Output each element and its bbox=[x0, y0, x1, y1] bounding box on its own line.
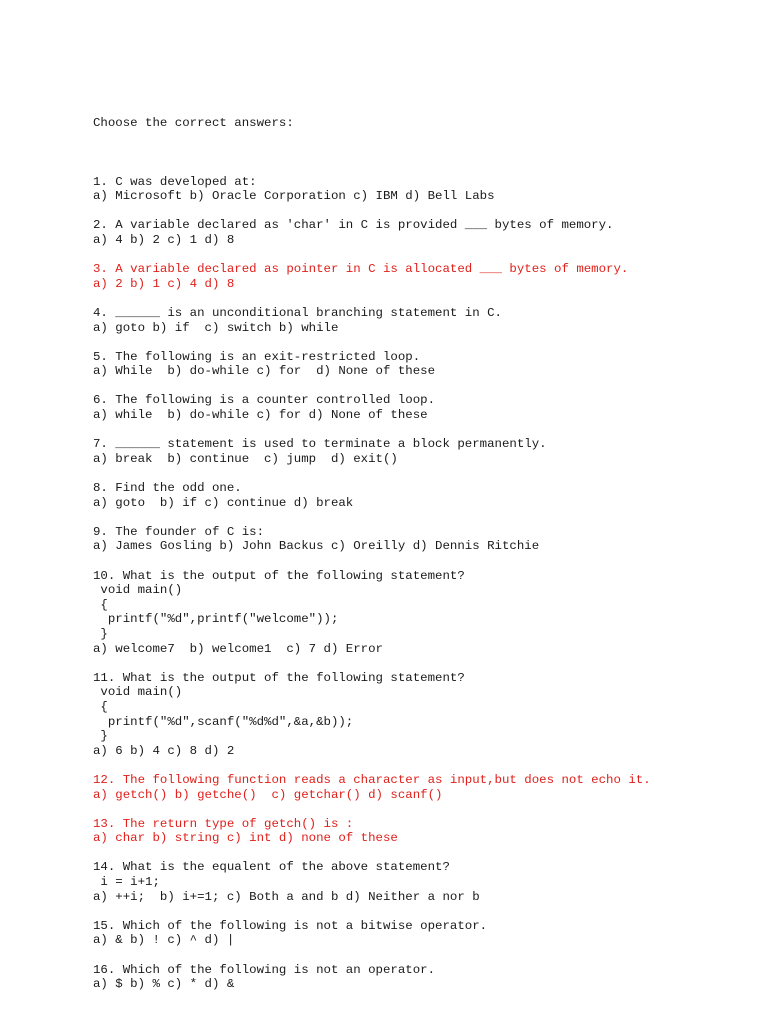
answer-options: a) Microsoft b) Oracle Corporation c) IBM d) Bell Labs bbox=[93, 189, 495, 204]
question-text: 16. Which of the following is not an operator. bbox=[93, 962, 436, 977]
question-text: 14. What is the equalent of the above statement? bbox=[93, 860, 450, 875]
answer-options: a) goto b) if c) continue d) break bbox=[93, 495, 354, 510]
answer-options: a) While b) do-while c) for d) None of these bbox=[93, 364, 436, 379]
answer-options: a) 2 b) 1 c) 4 d) 8 bbox=[93, 276, 235, 291]
question-item bbox=[93, 963, 733, 992]
question-item bbox=[93, 671, 733, 759]
question-item bbox=[93, 817, 733, 846]
question-item bbox=[93, 569, 733, 657]
question-text: 7. ______ statement is used to terminate a block permanently. bbox=[93, 437, 547, 452]
quiz-instructions: Choose the correct answers: bbox=[93, 116, 294, 131]
code-line: printf("%d",printf("welcome")); bbox=[93, 612, 339, 627]
answer-options: a) getch() b) getche() c) getchar() d) scanf() bbox=[93, 787, 443, 802]
code-line: } bbox=[93, 729, 108, 744]
code-line: i = i+1; bbox=[93, 875, 160, 890]
question-text: 1. C was developed at: bbox=[93, 174, 257, 189]
question-item bbox=[93, 350, 733, 379]
code-line: { bbox=[93, 597, 108, 612]
answer-options: a) while b) do-while c) for d) None of these bbox=[93, 408, 428, 423]
question-text: 13. The return type of getch() is : bbox=[93, 816, 354, 831]
question-text: 5. The following is an exit-restricted loop. bbox=[93, 349, 421, 364]
question-text: 4. ______ is an unconditional branching statement in C. bbox=[93, 305, 502, 320]
question-item bbox=[93, 306, 733, 335]
question-text: 6. The following is a counter controlled loop. bbox=[93, 393, 436, 408]
code-line: void main() bbox=[93, 583, 183, 598]
question-list bbox=[93, 175, 733, 992]
code-line: printf("%d",scanf("%d%d",&a,&b)); bbox=[93, 714, 354, 729]
question-text: 11. What is the output of the following statement? bbox=[93, 670, 465, 685]
answer-options: a) & b) ! c) ^ d) | bbox=[93, 933, 235, 948]
code-line: void main() bbox=[93, 685, 183, 700]
answer-options: a) goto b) if c) switch b) while bbox=[93, 320, 339, 335]
question-text: 15. Which of the following is not a bitwise operator. bbox=[93, 918, 488, 933]
code-line: { bbox=[93, 699, 108, 714]
answer-options: a) $ b) % c) * d) & bbox=[93, 977, 235, 992]
question-item bbox=[93, 773, 733, 802]
question-item bbox=[93, 218, 733, 247]
answer-options: a) char b) string c) int d) none of these bbox=[93, 831, 398, 846]
question-item bbox=[93, 262, 733, 291]
answer-options: a) 4 b) 2 c) 1 d) 8 bbox=[93, 232, 235, 247]
question-text: 12. The following function reads a character as input,but does not echo it. bbox=[93, 772, 651, 787]
question-text: 8. Find the odd one. bbox=[93, 481, 242, 496]
question-text: 3. A variable declared as pointer in C is allocated ___ bytes of memory. bbox=[93, 262, 629, 277]
question-text: 9. The founder of C is: bbox=[93, 524, 265, 539]
question-item bbox=[93, 437, 733, 466]
question-text: 2. A variable declared as 'char' in C is provided ___ bytes of memory. bbox=[93, 218, 614, 233]
question-item bbox=[93, 481, 733, 510]
question-item bbox=[93, 525, 733, 554]
quiz-content bbox=[93, 87, 733, 1036]
answer-options: a) break b) continue c) jump d) exit() bbox=[93, 451, 398, 466]
question-item bbox=[93, 860, 733, 904]
answer-options: a) welcome7 b) welcome1 c) 7 d) Error bbox=[93, 641, 383, 656]
code-line: } bbox=[93, 626, 108, 641]
question-item bbox=[93, 175, 733, 204]
question-item bbox=[93, 393, 733, 422]
answer-options: a) ++i; b) i+=1; c) Both a and b d) Neither a nor b bbox=[93, 889, 480, 904]
question-item bbox=[93, 919, 733, 948]
answer-options: a) James Gosling b) John Backus c) Oreilly d) Dennis Ritchie bbox=[93, 539, 540, 554]
answer-options: a) 6 b) 4 c) 8 d) 2 bbox=[93, 743, 235, 758]
question-text: 10. What is the output of the following statement? bbox=[93, 568, 465, 583]
